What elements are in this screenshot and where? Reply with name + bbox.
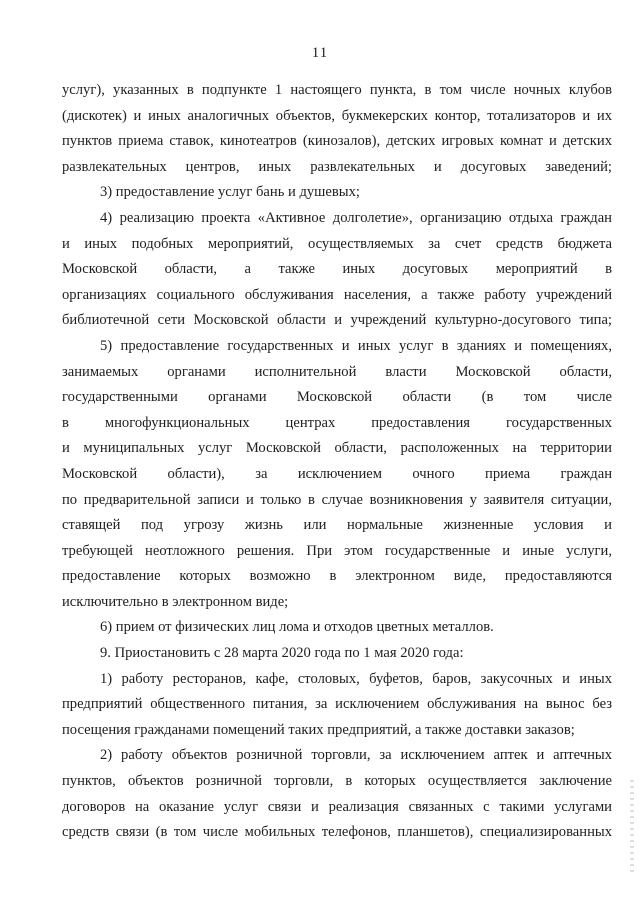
text-line: государственными органами Московской области (в том числе bbox=[62, 389, 612, 406]
text-line: и иных подобных мероприятий, осуществляемых за счет средств бюджета bbox=[62, 235, 612, 252]
text-line: пунктов, объектов розничной торговли, в которых осуществляется заключение bbox=[62, 773, 612, 790]
text-line: ставящей под угрозу жизнь или нормальные жизненные условия и bbox=[62, 517, 612, 534]
text-line: средств связи (в том числе мобильных телефонов, планшетов), специализированных bbox=[62, 824, 612, 841]
text-line: 9. Приостановить с 28 марта 2020 года по 1 мая 2020 года: bbox=[100, 645, 464, 662]
text-line: занимаемых органами исполнительной власти Московской области, bbox=[62, 363, 612, 380]
page-number: 11 bbox=[311, 45, 329, 61]
text-line: предприятий общественного питания, за исключением обслуживания на вынос без bbox=[62, 696, 612, 713]
text-line: договоров на оказание услуг связи и реализация связанных с такими услугами bbox=[62, 798, 612, 815]
text-line: 1) работу ресторанов, кафе, столовых, буфетов, баров, закусочных и иных bbox=[100, 670, 612, 687]
text-line: 2) работу объектов розничной торговли, за исключением аптек и аптечных bbox=[100, 747, 612, 764]
text-line: (дискотек) и иных аналогичных объектов, букмекерских контор, тотализаторов и их bbox=[62, 107, 612, 124]
text-line: требующей неотложного решения. При этом государственные и иные услуги, bbox=[62, 542, 612, 559]
text-line: развлекательных центров, иных развлекательных и досуговых заведений; bbox=[62, 158, 612, 175]
text-line: посещения гражданами помещений таких предприятий, а также доставки заказов; bbox=[62, 721, 575, 738]
text-line: 6) прием от физических лиц лома и отходов цветных металлов. bbox=[100, 619, 494, 636]
text-line: 5) предоставление государственных и иных услуг в зданиях и помещениях, bbox=[100, 337, 612, 354]
text-line: 4) реализацию проекта «Активное долголетие», организацию отдыха граждан bbox=[100, 209, 612, 226]
text-line: и муниципальных услуг Московской области, расположенных на территории bbox=[62, 440, 612, 457]
text-line: услуг), указанных в подпункте 1 настоящего пункта, в том числе ночных клубов bbox=[62, 82, 612, 98]
text-line: в многофункциональных центрах предоставления государственных bbox=[62, 414, 612, 431]
text-line: организациях социального обслуживания населения, а также работу учреждений bbox=[62, 286, 612, 303]
text-line: библиотечной сети Московской области и учреждений культурно-досугового типа; bbox=[62, 312, 612, 329]
text-line: пунктов приема ставок, кинотеатров (кинозалов), детских игровых комнат и детских bbox=[62, 133, 612, 150]
text-line: предоставление которых возможно в электронном виде, предоставляются bbox=[62, 568, 612, 585]
document-body bbox=[62, 78, 612, 846]
text-line: Московской области), за исключением очного приема граждан bbox=[62, 465, 612, 482]
text-line: Московской области, а также иных досуговых мероприятий в bbox=[62, 261, 612, 278]
text-line: 3) предоставление услуг бань и душевых; bbox=[100, 184, 360, 201]
scan-artifact bbox=[630, 780, 634, 875]
text-line: исключительно в электронном виде; bbox=[62, 593, 289, 610]
text-line: по предварительной записи и только в случае возникновения у заявителя ситуации, bbox=[62, 491, 612, 508]
